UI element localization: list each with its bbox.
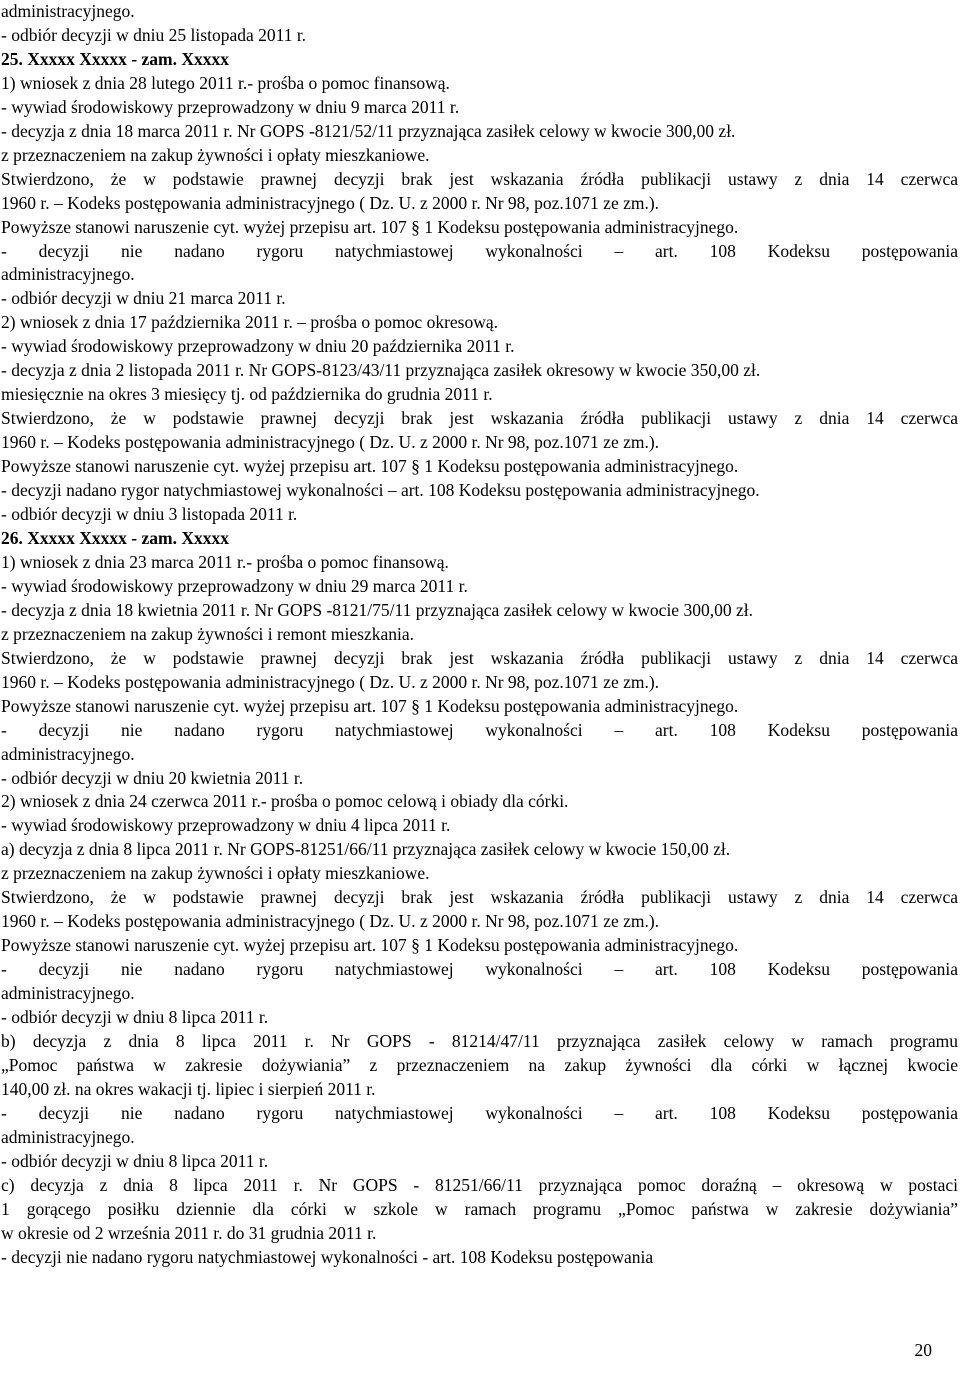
text-line: - odbiór decyzji w dniu 21 marca 2011 r. [1,288,286,309]
text-line: - decyzji nie nadano rygoru natychmiastowej wykonalności – art. 108 Kodeksu postępowania [1,1102,958,1123]
text-line: - odbiór decyzji w dniu 8 lipca 2011 r. [1,1007,269,1028]
text-line: administracyjnego. [1,983,135,1004]
page-number: 20 [914,1340,932,1360]
text-line: - odbiór decyzji w dniu 8 lipca 2011 r. [1,1150,269,1171]
text-line: - odbiór decyzji w dniu 3 listopada 2011 r. [1,504,298,525]
text-line: Stwierdzono, że w podstawie prawnej decyzji brak jest wskazania źródła publikacji ustawy z dnia 14 czerwca [1,887,958,908]
text-line: - wywiad środowiskowy przeprowadzony w dniu 29 marca 2011 r. [1,575,468,596]
text-line: Stwierdzono, że w podstawie prawnej decyzji brak jest wskazania źródła publikacji ustawy z dnia 14 czerwca [1,168,958,189]
text-line: 1960 r. – Kodeks postępowania administracyjnego ( Dz. U. z 2000 r. Nr 98, poz.1071 ze zm.). [1,432,660,453]
text-line: Powyższe stanowi naruszenie cyt. wyżej przepisu art. 107 § 1 Kodeksu postępowania administracyjnego. [1,935,739,956]
text-line: Stwierdzono, że w podstawie prawnej decyzji brak jest wskazania źródła publikacji ustawy z dnia 14 czerwca [1,647,958,668]
text-line: z przeznaczeniem na zakup żywności i opłaty mieszkaniowe. [1,863,430,884]
text-line: - odbiór decyzji w dniu 25 listopada 2011 r. [1,24,307,45]
text-line: Powyższe stanowi naruszenie cyt. wyżej przepisu art. 107 § 1 Kodeksu postępowania administracyjnego. [1,695,739,716]
text-line: 1960 r. – Kodeks postępowania administracyjnego ( Dz. U. z 2000 r. Nr 98, poz.1071 ze zm.). [1,671,660,692]
text-line: „Pomoc państwa w zakresie dożywiania” z przeznaczeniem na zakup żywności dla córki w łącznej kwocie [1,1054,958,1075]
section-heading: 26. Xxxxx Xxxxx - zam. Xxxxx [1,527,229,548]
text-line: - decyzji nie nadano rygoru natychmiastowej wykonalności – art. 108 Kodeksu postępowania [1,719,958,740]
text-line: Powyższe stanowi naruszenie cyt. wyżej przepisu art. 107 § 1 Kodeksu postępowania administracyjnego. [1,456,739,477]
text-line: - decyzji nie nadano rygoru natychmiastowej wykonalności – art. 108 Kodeksu postępowania [1,240,958,261]
text-line: 1) wniosek z dnia 23 marca 2011 r.- prośba o pomoc finansową. [1,551,449,572]
text-line: - decyzji nie nadano rygoru natychmiastowej wykonalności – art. 108 Kodeksu postępowania [1,959,958,980]
text-line: z przeznaczeniem na zakup żywności i remont mieszkania. [1,623,415,644]
text-line: 1 gorącego posiłku dziennie dla córki w szkole w ramach programu „Pomoc państwa w zakresie dożywiania” [1,1198,958,1219]
text-line: 2) wniosek z dnia 24 czerwca 2011 r.- prośba o pomoc celową i obiady dla córki. [1,791,569,812]
text-line: a) decyzja z dnia 8 lipca 2011 r. Nr GOPS-81251/66/11 przyznająca zasiłek celowy w kwocie 150,00 zł. [1,839,731,860]
text-line: - decyzji nie nadano rygoru natychmiastowej wykonalności - art. 108 Kodeksu postępowania [1,1246,654,1267]
text-line: - wywiad środowiskowy przeprowadzony w dniu 9 marca 2011 r. [1,96,460,117]
text-line: 2) wniosek z dnia 17 października 2011 r. – prośba o pomoc okresową. [1,312,498,333]
text-line: administracyjnego. [1,1126,135,1147]
text-line: administracyjnego. [1,264,135,285]
text-line: - decyzja z dnia 18 marca 2011 r. Nr GOPS -8121/52/11 przyznająca zasiłek celowy w kwocie 300,00 zł. [1,120,736,141]
text-line: - decyzja z dnia 2 listopada 2011 r. Nr GOPS-8123/43/11 przyznająca zasiłek okresowy w kwocie 350,00 zł. [1,360,761,381]
text-line: w okresie od 2 września 2011 r. do 31 grudnia 2011 r. [1,1222,377,1243]
text-line: z przeznaczeniem na zakup żywności i opłaty mieszkaniowe. [1,144,430,165]
text-line: 1) wniosek z dnia 28 lutego 2011 r.- prośba o pomoc finansową. [1,72,450,93]
text-line: miesięcznie na okres 3 miesięcy tj. od października do grudnia 2011 r. [1,384,493,405]
text-line: administracyjnego. [1,743,135,764]
text-line: - decyzji nadano rygor natychmiastowej wykonalności – art. 108 Kodeksu postępowania administracyjnego. [1,480,760,501]
text-line: - wywiad środowiskowy przeprowadzony w dniu 4 lipca 2011 r. [1,815,451,836]
text-line: c) decyzja z dnia 8 lipca 2011 r. Nr GOPS - 81251/66/11 przyznająca pomoc doraźną – okresową w postaci [1,1174,958,1195]
text-line: - wywiad środowiskowy przeprowadzony w dniu 20 października 2011 r. [1,336,515,357]
text-line: - odbiór decyzji w dniu 20 kwietnia 2011 r. [1,767,304,788]
section-heading: 25. Xxxxx Xxxxx - zam. Xxxxx [1,48,229,69]
text-line: 1960 r. – Kodeks postępowania administracyjnego ( Dz. U. z 2000 r. Nr 98, poz.1071 ze zm.). [1,911,660,932]
text-line: 1960 r. – Kodeks postępowania administracyjnego ( Dz. U. z 2000 r. Nr 98, poz.1071 ze zm.). [1,192,660,213]
text-line: 140,00 zł. na okres wakacji tj. lipiec i sierpień 2011 r. [1,1078,376,1099]
text-line: Powyższe stanowi naruszenie cyt. wyżej przepisu art. 107 § 1 Kodeksu postępowania administracyjnego. [1,216,739,237]
text-line: - decyzja z dnia 18 kwietnia 2011 r. Nr GOPS -8121/75/11 przyznająca zasiłek celowy w kwocie 300,00 zł. [1,599,753,620]
text-line: b) decyzja z dnia 8 lipca 2011 r. Nr GOPS - 81214/47/11 przyznająca zasiłek celowy w ramach programu [1,1030,958,1051]
text-line: Stwierdzono, że w podstawie prawnej decyzji brak jest wskazania źródła publikacji ustawy z dnia 14 czerwca [1,408,958,429]
text-line: administracyjnego. [1,1,135,21]
